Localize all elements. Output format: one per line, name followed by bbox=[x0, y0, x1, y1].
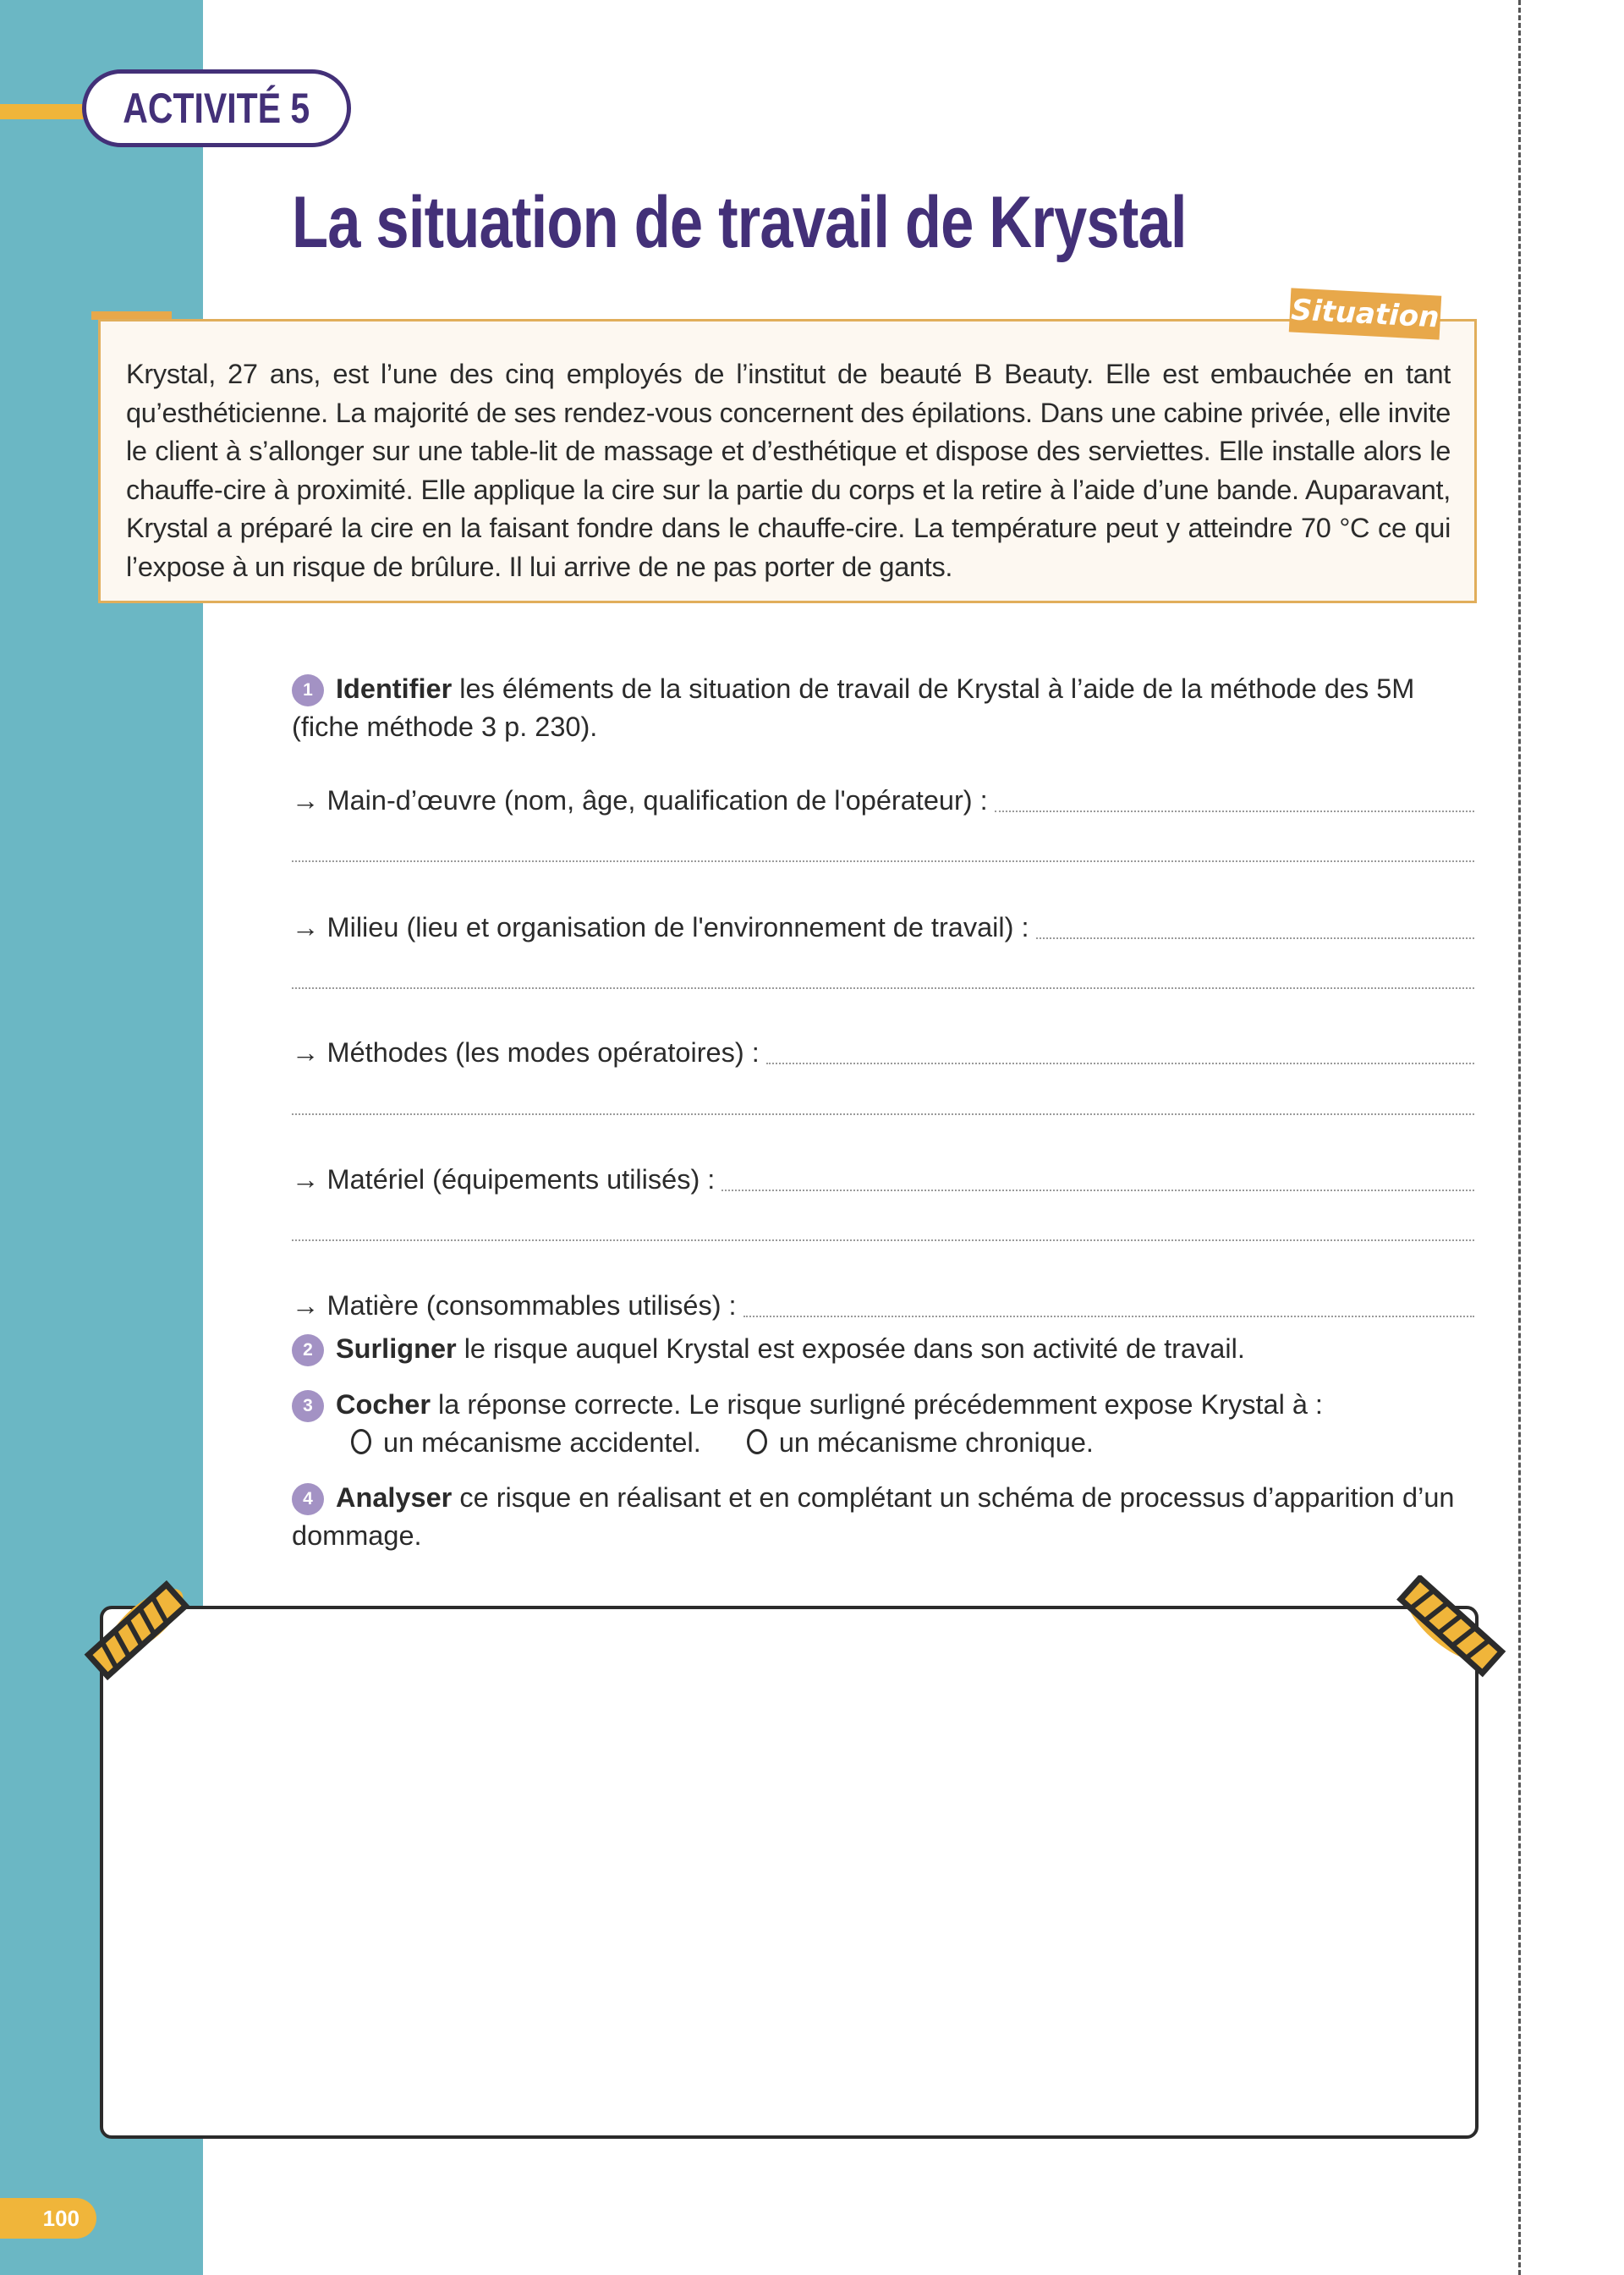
question-text: le risque auquel Krystal est exposée dans son activité de travail. bbox=[456, 1333, 1245, 1364]
question-verb: Surligner bbox=[336, 1333, 457, 1364]
field-label: → Matériel (équipements utilisés) : bbox=[292, 1164, 716, 1195]
answer-dotted-line[interactable] bbox=[766, 1062, 1474, 1064]
diagram-answer-area[interactable] bbox=[100, 1606, 1479, 2139]
option-chronique[interactable] bbox=[747, 1427, 1094, 1458]
question-text: la réponse correcte. Le risque surligné précédemment expose Krystal à : bbox=[430, 1389, 1323, 1420]
field-methodes[interactable] bbox=[292, 1027, 1474, 1069]
option-accidentel[interactable] bbox=[351, 1427, 701, 1458]
cut-line bbox=[1518, 0, 1521, 2275]
page-number-badge bbox=[0, 2198, 96, 2239]
field-milieu[interactable] bbox=[292, 902, 1474, 944]
question-number-badge: 2 bbox=[292, 1334, 324, 1366]
answer-dotted-line[interactable] bbox=[721, 1189, 1474, 1191]
situation-text: Krystal, 27 ans, est l’une des cinq employés de l’institut de beauté B Beauty. Elle est embauchée en tant qu’esthéticienne. La majorité de ses rendez-vous concernent des épilations. Dans une cabine privée, elle invite le client à s’allonger sur une table-lit de massage et d’esthétique et dispose des serviettes. Elle installe alors le chauffe-cire à proximité. Elle applique la cire sur la partie du corps et la retire à l’aide d’une bande. Auparavant, Krystal a préparé la cire en la faisant fondre dans le chauffe-cire. La température peut y atteindre 70 °C ce qui l’expose à un risque de brûlure. Il lui arrive de ne pas porter de gants. bbox=[126, 359, 1451, 582]
question-verb: Cocher bbox=[336, 1389, 431, 1420]
field-main-d-oeuvre[interactable] bbox=[292, 775, 1474, 817]
field-label: → Main-d’œuvre (nom, âge, qualification de l'opérateur) : bbox=[292, 785, 988, 816]
field-label: → Matière (consommables utilisés) : bbox=[292, 1290, 737, 1321]
situation-tag bbox=[1289, 288, 1441, 339]
question-text: les éléments de la situation de travail de Krystal à l’aide de la méthode des 5M (fiche méthode 3 p. 230). bbox=[292, 673, 1415, 742]
field-label: → Milieu (lieu et organisation de l'environnement de travail) : bbox=[292, 912, 1029, 942]
field-label: → Méthodes (les modes opératoires) : bbox=[292, 1037, 760, 1068]
question-2 bbox=[292, 1330, 1472, 1368]
field-materiel[interactable] bbox=[292, 1154, 1474, 1196]
question-text: ce risque en réalisant et en complétant un schéma de processus d’apparition d’un dommage. bbox=[292, 1482, 1455, 1551]
question-number-badge: 3 bbox=[292, 1390, 324, 1422]
answer-dotted-line[interactable] bbox=[292, 1239, 1474, 1241]
answer-dotted-line[interactable] bbox=[995, 810, 1474, 812]
answer-dotted-line[interactable] bbox=[1036, 937, 1474, 939]
tape-right-icon bbox=[1387, 1575, 1514, 1685]
answer-dotted-line[interactable] bbox=[292, 860, 1474, 862]
activity-badge bbox=[82, 69, 351, 147]
radio-circle-icon[interactable] bbox=[747, 1429, 767, 1454]
page-number: 100 bbox=[42, 2205, 80, 2231]
page-title: La situation de travail de Krystal bbox=[292, 182, 1187, 263]
question-number-badge: 1 bbox=[292, 674, 324, 706]
field-matiere[interactable] bbox=[292, 1280, 1474, 1322]
options-row bbox=[292, 1424, 1472, 1462]
question-verb: Identifier bbox=[336, 673, 453, 704]
question-3 bbox=[292, 1386, 1472, 1462]
answer-dotted-line[interactable] bbox=[292, 987, 1474, 989]
question-verb: Analyser bbox=[336, 1482, 453, 1513]
question-number-badge: 4 bbox=[292, 1483, 324, 1515]
option-label: un mécanisme accidentel. bbox=[383, 1427, 701, 1458]
answer-dotted-line[interactable] bbox=[743, 1315, 1474, 1317]
situation-tag-label: Situation bbox=[1290, 293, 1440, 335]
question-1 bbox=[292, 670, 1472, 746]
tape-left-icon bbox=[78, 1575, 205, 1685]
situation-box bbox=[98, 319, 1477, 603]
activity-label: ACTIVITÉ 5 bbox=[123, 85, 310, 132]
question-4 bbox=[292, 1479, 1472, 1555]
radio-circle-icon[interactable] bbox=[351, 1429, 371, 1454]
answer-dotted-line[interactable] bbox=[292, 1113, 1474, 1115]
option-label: un mécanisme chronique. bbox=[778, 1427, 1094, 1458]
